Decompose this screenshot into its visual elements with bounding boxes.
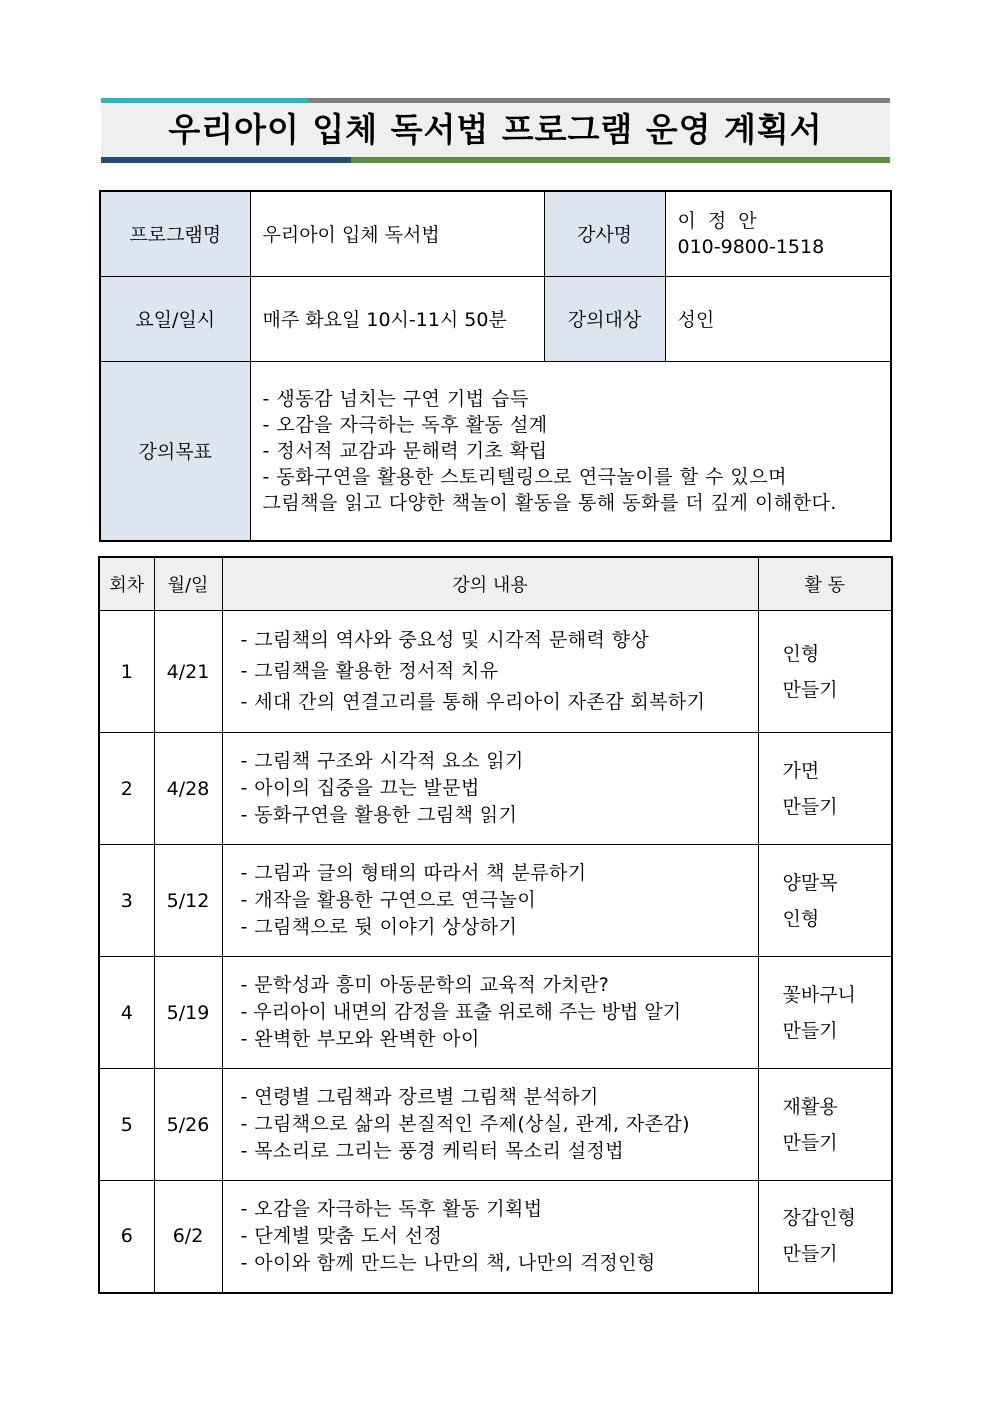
goal-line: 그림책을 읽고 다양한 책놀이 활동을 통해 동화를 더 깊게 이해한다. <box>262 491 837 514</box>
content-line: - 그림과 글의 형태의 따라서 책 분류하기 <box>240 862 587 884</box>
content-line: - 그림책으로 삶의 본질적인 주제(상실, 관계, 자존감) <box>240 1113 690 1135</box>
table-row <box>99 1069 892 1181</box>
session-number: 2 <box>99 733 154 845</box>
activity-line: 재활용 <box>782 1095 838 1118</box>
content-line: - 문학성과 흥미 아동문학의 교육적 가치란? <box>240 974 610 996</box>
goal-line: - 오감을 자극하는 독후 활동 설계 <box>262 413 548 436</box>
table-row <box>99 845 892 957</box>
instructor-label: 강사명 <box>544 191 665 276</box>
session-number: 1 <box>99 611 154 733</box>
goal-line: - 생동감 넘치는 구연 기법 습득 <box>262 387 529 410</box>
session-date: 6/2 <box>154 1181 222 1293</box>
content-line: - 그림책을 활용한 정서적 치유 <box>240 660 499 682</box>
activity-line: 인형 <box>782 907 820 930</box>
session-activity <box>758 1069 892 1181</box>
content-line: - 동화구연을 활용한 그림책 읽기 <box>240 804 518 826</box>
activity-line: 양말목 <box>782 871 838 894</box>
content-line: - 그림책의 역사와 중요성 및 시각적 문해력 향상 <box>240 629 650 651</box>
content-line: - 완벽한 부모와 완벽한 아이 <box>240 1028 480 1050</box>
content-line: - 그림책 구조와 시각적 요소 읽기 <box>240 750 524 772</box>
session-number: 6 <box>99 1181 154 1293</box>
session-content <box>222 1069 758 1181</box>
activity-line: 꽃바구니 <box>782 983 856 1006</box>
content-line: - 우리아이 내면의 감정을 표출 위로해 주는 방법 알기 <box>240 1001 682 1023</box>
program-name-label: 프로그램명 <box>100 191 250 276</box>
content-line: - 아이와 함께 만드는 나만의 책, 나만의 걱정인형 <box>240 1251 656 1274</box>
session-number: 4 <box>99 957 154 1069</box>
activity-line: 장갑인형 <box>782 1207 856 1230</box>
content-line: - 개작을 활용한 구연으로 연극놀이 <box>240 889 537 911</box>
title-bottom-bar <box>101 157 890 163</box>
activity-line: 만들기 <box>782 1131 838 1154</box>
goal-label: 강의목표 <box>100 361 250 541</box>
schedule-label: 요일/일시 <box>100 276 250 361</box>
schedule-value: 매주 화요일 10시-11시 50분 <box>250 276 544 361</box>
activity-line: 만들기 <box>782 678 838 701</box>
table-row <box>99 733 892 845</box>
session-date: 5/12 <box>154 845 222 957</box>
session-date: 4/28 <box>154 733 222 845</box>
content-line: - 목소리로 그리는 풍경 케릭터 목소리 설정법 <box>240 1140 624 1162</box>
goal-cell <box>250 361 891 541</box>
goal-line: - 동화구연을 활용한 스토리텔링으로 연극놀이를 할 수 있으며 <box>262 465 787 488</box>
content-line: - 세대 간의 연결고리를 통해 우리아이 자존감 회복하기 <box>240 691 706 713</box>
header-content: 강의 내용 <box>222 557 758 611</box>
content-line: - 단계별 맞춤 도서 선정 <box>240 1224 443 1247</box>
activity-line: 만들기 <box>782 1019 838 1042</box>
content-line: - 연령별 그림책과 장르별 그림책 분석하기 <box>240 1086 599 1108</box>
page-title: 우리아이 입체 독서법 프로그램 운영 계획서 <box>168 110 823 149</box>
content-line: - 아이의 집중을 끄는 발문법 <box>240 777 480 799</box>
session-content <box>222 1181 758 1293</box>
session-content <box>222 845 758 957</box>
target-value: 성인 <box>665 276 891 361</box>
activity-line: 만들기 <box>782 795 838 818</box>
content-line: - 오감을 자극하는 독후 활동 기획법 <box>240 1197 543 1220</box>
session-activity <box>758 957 892 1069</box>
program-name-value: 우리아이 입체 독서법 <box>250 191 544 276</box>
activity-line: 인형 <box>782 642 820 665</box>
instructor-cell <box>665 191 891 276</box>
session-activity <box>758 1181 892 1293</box>
content-line: - 그림책으로 뒷 이야기 상상하기 <box>240 916 518 938</box>
instructor-name: 이 정 안 <box>677 209 760 232</box>
session-content <box>222 733 758 845</box>
session-number: 3 <box>99 845 154 957</box>
session-number: 5 <box>99 1069 154 1181</box>
session-activity <box>758 733 892 845</box>
session-activity <box>758 845 892 957</box>
target-label: 강의대상 <box>544 276 665 361</box>
table-row <box>99 957 892 1069</box>
session-date: 5/26 <box>154 1069 222 1181</box>
session-activity <box>758 611 892 733</box>
header-session: 회차 <box>99 557 154 611</box>
activity-line: 만들기 <box>782 1243 838 1266</box>
title-banner <box>101 98 890 166</box>
instructor-phone: 010-9800-1518 <box>677 235 825 258</box>
header-activity: 활 동 <box>758 557 892 611</box>
goal-line: - 정서적 교감과 문해력 기초 확립 <box>262 439 548 462</box>
activity-line: 가면 <box>782 759 820 782</box>
program-info-table <box>99 190 892 542</box>
session-date: 4/21 <box>154 611 222 733</box>
schedule-table <box>98 556 893 1294</box>
session-date: 5/19 <box>154 957 222 1069</box>
session-content <box>222 611 758 733</box>
session-content <box>222 957 758 1069</box>
table-row <box>99 611 892 733</box>
header-date: 월/일 <box>154 557 222 611</box>
table-row <box>99 1181 892 1293</box>
